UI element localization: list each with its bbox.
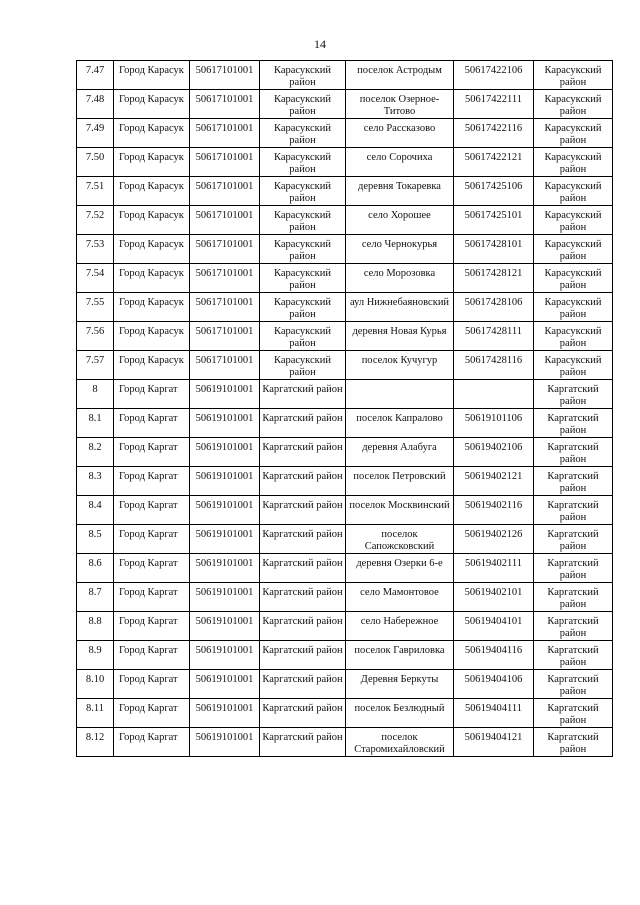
row-number-cell: 8.5: [77, 525, 114, 554]
settlement-cell: село Хорошее: [346, 206, 454, 235]
city-cell: Город Каргат: [114, 467, 190, 496]
city-code-cell: 50617101001: [190, 322, 260, 351]
city-cell: Город Карасук: [114, 293, 190, 322]
district-cell: Каргатский район: [260, 612, 346, 641]
city-cell: Город Каргат: [114, 670, 190, 699]
settlement-cell: село Сорочиха: [346, 148, 454, 177]
row-number-cell: 7.51: [77, 177, 114, 206]
city-code-cell: 50619101001: [190, 670, 260, 699]
city-code-cell: 50617101001: [190, 235, 260, 264]
settlement-cell: Деревня Беркуты: [346, 670, 454, 699]
city-cell: Город Карасук: [114, 322, 190, 351]
city-code-cell: 50617101001: [190, 206, 260, 235]
table-row: [77, 583, 613, 612]
row-number-cell: 8.12: [77, 728, 114, 757]
city-cell: Город Карасук: [114, 148, 190, 177]
district-cell: Каргатский район: [260, 699, 346, 728]
city-code-cell: 50619101001: [190, 525, 260, 554]
district-cell: Карасукский район: [260, 177, 346, 206]
city-cell: Город Каргат: [114, 380, 190, 409]
settlement-code-cell: 50619404116: [454, 641, 534, 670]
settlement-code-cell: 50619101106: [454, 409, 534, 438]
settlement-cell: деревня Токаревка: [346, 177, 454, 206]
city-cell: Город Каргат: [114, 496, 190, 525]
row-number-cell: 8: [77, 380, 114, 409]
row-number-cell: 8.7: [77, 583, 114, 612]
settlement-code-cell: 50617422106: [454, 61, 534, 90]
district-cell: Каргатский район: [260, 467, 346, 496]
table-row: [77, 612, 613, 641]
city-cell: Город Каргат: [114, 438, 190, 467]
settlement-code-cell: 50619404106: [454, 670, 534, 699]
table-row: [77, 641, 613, 670]
district2-cell: Каргатский район: [534, 612, 613, 641]
city-code-cell: 50619101001: [190, 612, 260, 641]
settlement-cell: село Мамонтовое: [346, 583, 454, 612]
settlement-cell: село Чернокурья: [346, 235, 454, 264]
district-cell: Каргатский район: [260, 728, 346, 757]
district-cell: Карасукский район: [260, 148, 346, 177]
district-cell: Карасукский район: [260, 235, 346, 264]
settlement-cell: село Набережное: [346, 612, 454, 641]
city-code-cell: 50619101001: [190, 728, 260, 757]
city-code-cell: 50617101001: [190, 264, 260, 293]
city-cell: Город Карасук: [114, 177, 190, 206]
table-row: [77, 206, 613, 235]
district-cell: Карасукский район: [260, 61, 346, 90]
row-number-cell: 7.54: [77, 264, 114, 293]
row-number-cell: 7.47: [77, 61, 114, 90]
table-row: [77, 119, 613, 148]
district-cell: Каргатский район: [260, 554, 346, 583]
city-code-cell: 50619101001: [190, 467, 260, 496]
district-cell: Каргатский район: [260, 641, 346, 670]
settlement-code-cell: 50617425106: [454, 177, 534, 206]
district2-cell: Каргатский район: [534, 554, 613, 583]
row-number-cell: 7.53: [77, 235, 114, 264]
district-cell: Карасукский район: [260, 206, 346, 235]
district2-cell: Карасукский район: [534, 148, 613, 177]
row-number-cell: 7.50: [77, 148, 114, 177]
district2-cell: Каргатский район: [534, 467, 613, 496]
district-cell: Каргатский район: [260, 670, 346, 699]
city-code-cell: 50617101001: [190, 351, 260, 380]
city-cell: Город Каргат: [114, 728, 190, 757]
table-row: [77, 351, 613, 380]
table-row: [77, 670, 613, 699]
row-number-cell: 7.56: [77, 322, 114, 351]
district-cell: Каргатский район: [260, 438, 346, 467]
district2-cell: Каргатский район: [534, 699, 613, 728]
settlement-cell: деревня Новая Курья: [346, 322, 454, 351]
district2-cell: Каргатский район: [534, 583, 613, 612]
row-number-cell: 8.10: [77, 670, 114, 699]
table-row: [77, 496, 613, 525]
settlement-code-cell: 50617428106: [454, 293, 534, 322]
settlement-cell: поселок Кучугур: [346, 351, 454, 380]
district2-cell: Карасукский район: [534, 235, 613, 264]
table-row: [77, 554, 613, 583]
city-cell: Город Карасук: [114, 119, 190, 148]
table-row: [77, 235, 613, 264]
district2-cell: Карасукский район: [534, 119, 613, 148]
table-row: [77, 264, 613, 293]
settlement-code-cell: 50617422111: [454, 90, 534, 119]
settlement-code-cell: 50619404101: [454, 612, 534, 641]
settlement-cell: поселок Озерное-Титово: [346, 90, 454, 119]
city-cell: Город Карасук: [114, 235, 190, 264]
settlement-code-cell: 50619402101: [454, 583, 534, 612]
table-row: [77, 148, 613, 177]
settlement-code-cell: 50617428116: [454, 351, 534, 380]
district-cell: Карасукский район: [260, 264, 346, 293]
settlement-code-cell: 50619402121: [454, 467, 534, 496]
district2-cell: Каргатский район: [534, 525, 613, 554]
district-cell: Каргатский район: [260, 583, 346, 612]
table-row: [77, 380, 613, 409]
table-row: [77, 61, 613, 90]
district-cell: Карасукский район: [260, 351, 346, 380]
table-body: [77, 61, 613, 757]
city-code-cell: 50619101001: [190, 641, 260, 670]
row-number-cell: 7.55: [77, 293, 114, 322]
city-cell: Город Каргат: [114, 409, 190, 438]
city-code-cell: 50619101001: [190, 699, 260, 728]
table-row: [77, 467, 613, 496]
settlement-code-cell: 50617422121: [454, 148, 534, 177]
district2-cell: Каргатский район: [534, 670, 613, 699]
settlement-cell: [346, 380, 454, 409]
row-number-cell: 8.11: [77, 699, 114, 728]
table-row: [77, 699, 613, 728]
district2-cell: Карасукский район: [534, 293, 613, 322]
city-cell: Город Карасук: [114, 90, 190, 119]
table-row: [77, 177, 613, 206]
city-code-cell: 50617101001: [190, 177, 260, 206]
district-cell: Каргатский район: [260, 496, 346, 525]
settlement-cell: поселок Старомихайловский: [346, 728, 454, 757]
city-cell: Город Карасук: [114, 206, 190, 235]
table-row: [77, 438, 613, 467]
table-row: [77, 90, 613, 119]
district2-cell: Карасукский район: [534, 206, 613, 235]
settlement-code-cell: 50617425101: [454, 206, 534, 235]
city-cell: Город Каргат: [114, 554, 190, 583]
settlement-code-cell: 50619402116: [454, 496, 534, 525]
district2-cell: Карасукский район: [534, 177, 613, 206]
settlement-cell: село Рассказово: [346, 119, 454, 148]
district-cell: Карасукский район: [260, 322, 346, 351]
district2-cell: Каргатский район: [534, 409, 613, 438]
district2-cell: Карасукский район: [534, 322, 613, 351]
row-number-cell: 8.9: [77, 641, 114, 670]
city-code-cell: 50619101001: [190, 583, 260, 612]
city-cell: Город Каргат: [114, 612, 190, 641]
district2-cell: Каргатский район: [534, 496, 613, 525]
row-number-cell: 7.48: [77, 90, 114, 119]
settlement-cell: деревня Алабуга: [346, 438, 454, 467]
city-code-cell: 50617101001: [190, 61, 260, 90]
city-cell: Город Каргат: [114, 525, 190, 554]
city-cell: Город Каргат: [114, 583, 190, 612]
settlement-cell: поселок Сапожсковский: [346, 525, 454, 554]
settlement-cell: поселок Гавриловка: [346, 641, 454, 670]
city-code-cell: 50619101001: [190, 409, 260, 438]
settlement-cell: поселок Москвинский: [346, 496, 454, 525]
district2-cell: Карасукский район: [534, 264, 613, 293]
table-row: [77, 728, 613, 757]
district-cell: Каргатский район: [260, 409, 346, 438]
table-row: [77, 293, 613, 322]
city-cell: Город Карасук: [114, 264, 190, 293]
page-number: 14: [314, 37, 326, 51]
table-row: [77, 322, 613, 351]
row-number-cell: 8.2: [77, 438, 114, 467]
row-number-cell: 8.1: [77, 409, 114, 438]
settlement-code-cell: 50619402111: [454, 554, 534, 583]
settlement-code-cell: 50619404111: [454, 699, 534, 728]
district2-cell: Карасукский район: [534, 90, 613, 119]
city-code-cell: 50619101001: [190, 380, 260, 409]
settlement-cell: поселок Петровский: [346, 467, 454, 496]
city-cell: Город Карасук: [114, 61, 190, 90]
settlement-code-cell: 50617428101: [454, 235, 534, 264]
settlement-code-cell: 50619404121: [454, 728, 534, 757]
district-cell: Карасукский район: [260, 90, 346, 119]
district2-cell: Карасукский район: [534, 61, 613, 90]
row-number-cell: 8.6: [77, 554, 114, 583]
city-code-cell: 50617101001: [190, 90, 260, 119]
settlement-code-cell: 50619402126: [454, 525, 534, 554]
row-number-cell: 8.4: [77, 496, 114, 525]
district2-cell: Каргатский район: [534, 728, 613, 757]
settlement-cell: поселок Капралово: [346, 409, 454, 438]
settlement-cell: поселок Астродым: [346, 61, 454, 90]
district2-cell: Каргатский район: [534, 380, 613, 409]
district-cell: Карасукский район: [260, 293, 346, 322]
city-code-cell: 50619101001: [190, 496, 260, 525]
district2-cell: Каргатский район: [534, 641, 613, 670]
row-number-cell: 7.52: [77, 206, 114, 235]
settlement-code-cell: 50617422116: [454, 119, 534, 148]
district2-cell: Каргатский район: [534, 438, 613, 467]
settlements-table: [76, 60, 613, 757]
city-cell: Город Карасук: [114, 351, 190, 380]
row-number-cell: 8.3: [77, 467, 114, 496]
settlement-code-cell: [454, 380, 534, 409]
district-cell: Карасукский район: [260, 119, 346, 148]
settlement-code-cell: 50617428111: [454, 322, 534, 351]
settlement-cell: аул Нижнебаяновский: [346, 293, 454, 322]
district-cell: Каргатский район: [260, 380, 346, 409]
table-row: [77, 409, 613, 438]
city-cell: Город Каргат: [114, 641, 190, 670]
row-number-cell: 8.8: [77, 612, 114, 641]
city-code-cell: 50619101001: [190, 438, 260, 467]
city-code-cell: 50619101001: [190, 554, 260, 583]
row-number-cell: 7.57: [77, 351, 114, 380]
settlement-cell: деревня Озерки 6-е: [346, 554, 454, 583]
city-cell: Город Каргат: [114, 699, 190, 728]
district-cell: Каргатский район: [260, 525, 346, 554]
city-code-cell: 50617101001: [190, 293, 260, 322]
city-code-cell: 50617101001: [190, 119, 260, 148]
table-row: [77, 525, 613, 554]
settlement-cell: поселок Безлюдный: [346, 699, 454, 728]
settlement-code-cell: 50619402106: [454, 438, 534, 467]
settlement-code-cell: 50617428121: [454, 264, 534, 293]
district2-cell: Карасукский район: [534, 351, 613, 380]
settlement-cell: село Морозовка: [346, 264, 454, 293]
row-number-cell: 7.49: [77, 119, 114, 148]
city-code-cell: 50617101001: [190, 148, 260, 177]
